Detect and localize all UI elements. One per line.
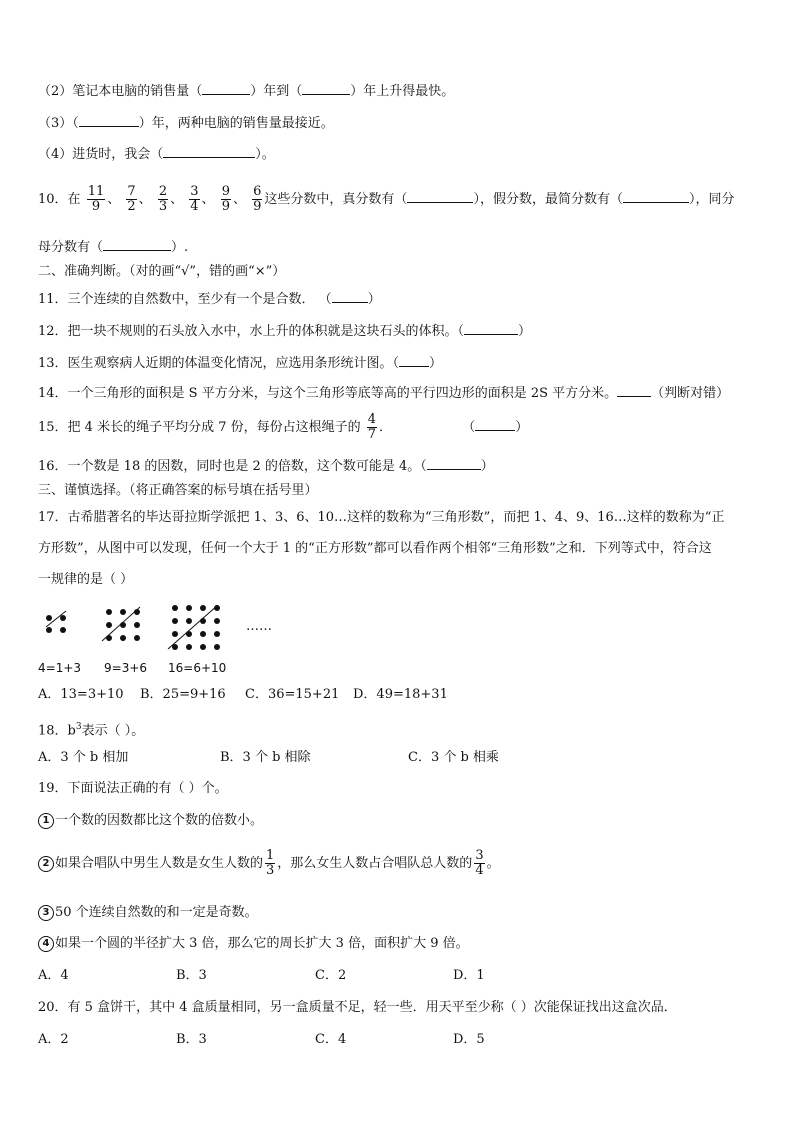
dot [134, 635, 140, 641]
answer-blank[interactable] [407, 190, 473, 203]
q11: 11．三个连续的自然数中，至少有一个是合数． （ ） [38, 292, 381, 307]
q19-statement-3: 3 50 个连续自然数的和一定是奇数。 [38, 904, 258, 922]
q10-line2: 母分数有（ ）. [38, 240, 189, 255]
answer-blank[interactable] [103, 238, 171, 251]
q13: 13．医生观察病人近期的体温变化情况，应选用条形统计图。（ ） [38, 356, 443, 371]
q17-line2: 方形数”，从图中可以发现，任何一个大于 1 的“正方形数”都可以看作两个相邻“三角形数”之和．下列等式中，符合这 [38, 541, 712, 556]
square-number-figure [40, 605, 270, 655]
fraction: $\frac{6}{9}$ [253, 184, 262, 214]
answer-blank[interactable] [475, 418, 515, 431]
q9-part2: （2）笔记本电脑的销售量（ ）年到（ ）年上升得最快。 [38, 84, 455, 99]
dot [214, 644, 220, 650]
circled-number: 2 [38, 856, 54, 872]
q10-line1: 10．在 $\frac{11}{9}$ 、 $\frac{7}{2}$ 、 $\frac{2}{3}$ 、 $\frac{3}{4}$ 、 $\frac{9}{9}$ 、 $\frac{6}{9}$ 这些分数中，真分数有（ ），假分数，最简分数有（ ），同分 [38, 184, 735, 214]
fraction: $\frac{11}{9}$ [87, 184, 105, 214]
dot [186, 618, 192, 624]
answer-blank[interactable] [302, 82, 350, 95]
fraction: $\frac{1}{3}$ [266, 848, 275, 878]
dot [214, 618, 220, 624]
fraction: $\frac{7}{2}$ [127, 184, 136, 214]
ellipsis: …… [246, 619, 272, 634]
circled-number: 4 [38, 936, 54, 952]
answer-blank[interactable] [623, 190, 689, 203]
dot [214, 605, 220, 611]
fraction: $\frac{3}{4}$ [190, 184, 199, 214]
q9-part3: （3）（ ）年，两种电脑的销售量最接近。 [38, 116, 334, 131]
q15: 15．把 4 米长的绳子平均分成 7 份，每份占这根绳子的 $\frac{4}{7}$ ． （ ） [38, 412, 529, 442]
dot [186, 644, 192, 650]
option-b[interactable]: B．3 [176, 968, 207, 983]
dot [106, 622, 112, 628]
option-c[interactable]: C．3 个 b 相乘 [408, 750, 499, 765]
q20: 20．有 5 盒饼干，其中 4 盒质量相同，另一盒质量不足，轻一些．用天平至少称（ ）次能保证找出这盒次品． [38, 1000, 677, 1015]
dot [200, 644, 206, 650]
fraction: $\frac{3}{4}$ [475, 848, 484, 878]
q16: 16．一个数是 18 的因数，同时也是 2 的倍数，这个数可能是 4。（ ） [38, 459, 494, 474]
dot [200, 618, 206, 624]
q19-statement-4: 4 如果一个圆的半径扩大 3 倍，那么它的周长扩大 3 倍，面积扩大 9 倍。 [38, 935, 469, 953]
answer-blank[interactable] [202, 82, 250, 95]
q17-line1: 17．古希腊著名的毕达哥拉斯学派把 1、3、6、10…这样的数称为“三角形数”，而把 1、4、9、16…这样的数称为“正 [38, 510, 725, 525]
option-a[interactable]: A．4 [38, 968, 69, 983]
option-c[interactable]: C．4 [315, 1032, 347, 1047]
option-d[interactable]: D．1 [453, 968, 485, 983]
circled-number: 1 [38, 813, 54, 829]
q19-statement-2: 2 如果合唱队中男生人数是女生人数的 $\frac{1}{3}$ ，那么女生人数占合唱队总人数的 $\frac{3}{4}$ 。 [38, 846, 500, 882]
diagonal-lines [40, 605, 270, 655]
dot [134, 609, 140, 615]
dot [214, 631, 220, 637]
dot [106, 609, 112, 615]
circled-number: 3 [38, 905, 54, 921]
option-a[interactable]: A．13=3+10 [38, 687, 124, 702]
q17-line3: 一规律的是（ ） [38, 572, 134, 587]
figure-caption: 16=6+10 [168, 661, 227, 675]
answer-blank[interactable] [427, 457, 481, 470]
dot [172, 618, 178, 624]
q14: 14．一个三角形的面积是 S 平方分米，与这个三角形等底等高的平行四边形的面积是 2S 平方分米。 （判断对错） [38, 386, 730, 401]
option-c[interactable]: C．36=15+21 [245, 687, 340, 702]
q12: 12．把一块不规则的石头放入水中，水上升的体积就是这块石头的体积。（ ） [38, 324, 532, 339]
answer-blank[interactable] [163, 145, 255, 158]
q19: 19．下面说法正确的有（ ）个。 [38, 781, 228, 796]
option-b[interactable]: B．3 [176, 1032, 207, 1047]
answer-blank[interactable] [464, 322, 518, 335]
dot [200, 631, 206, 637]
option-c[interactable]: C．2 [315, 968, 347, 983]
dot [172, 605, 178, 611]
option-b[interactable]: B．3 个 b 相除 [220, 750, 311, 765]
answer-blank[interactable] [332, 290, 368, 303]
q18: 18．$b^3$表示（ ）。 [38, 722, 145, 739]
dot [120, 635, 126, 641]
answer-blank[interactable] [617, 384, 651, 397]
fraction: $\frac{9}{9}$ [221, 184, 230, 214]
dot [200, 605, 206, 611]
dot [172, 631, 178, 637]
figure-caption: 9=3+6 [104, 661, 148, 675]
q19-statement-1: 1 一个数的因数都比这个数的倍数小。 [38, 812, 263, 830]
section-heading: 三、谨慎选择。（将正确答案的标号填在括号里） [38, 483, 318, 498]
option-a[interactable]: A．2 [38, 1032, 69, 1047]
fraction: $\frac{2}{3}$ [158, 184, 168, 214]
dot [120, 609, 126, 615]
option-d[interactable]: D．49=18+31 [353, 687, 448, 702]
option-d[interactable]: D．5 [453, 1032, 485, 1047]
dot [106, 635, 112, 641]
dot [134, 622, 140, 628]
section-heading: 二、准确判断。（对的画“√”，错的画“×”） [38, 264, 286, 279]
answer-blank[interactable] [79, 114, 139, 127]
q9-part4: （4）进货时，我会（ ）。 [38, 147, 275, 162]
option-b[interactable]: B．25=9+16 [140, 687, 226, 702]
fraction: $\frac{4}{7}$ [367, 412, 377, 442]
dot [186, 605, 192, 611]
figure-caption: 4=1+3 [38, 661, 82, 675]
option-a[interactable]: A．3 个 b 相加 [38, 750, 129, 765]
dot [172, 644, 178, 650]
answer-blank[interactable] [399, 354, 429, 367]
dot [186, 631, 192, 637]
dot [120, 622, 126, 628]
